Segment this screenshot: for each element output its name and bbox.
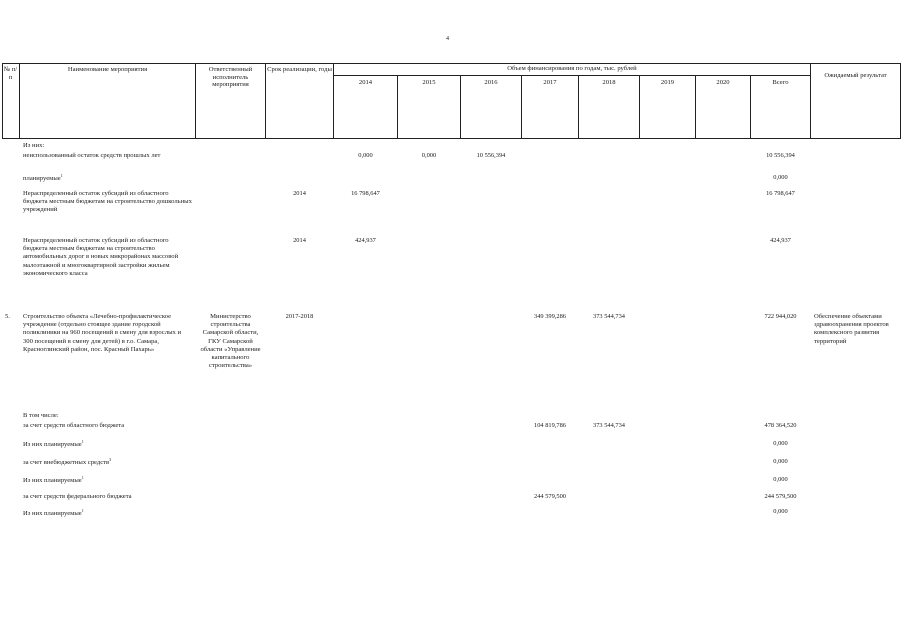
cell-value: 0,000 [358, 152, 373, 159]
footnote-mark: 1 [81, 438, 84, 444]
cell-value: 16 798,647 [351, 190, 380, 197]
cell-value: 244 579,500 [764, 493, 797, 500]
header-no: № п/п [3, 66, 18, 81]
row-label [23, 438, 84, 449]
header-year-2014: 2014 [358, 79, 373, 86]
row-number: 5. [5, 313, 10, 320]
header-result: Ожидаемый результат [824, 72, 887, 79]
row-label-text: Из них планируемые [23, 510, 82, 517]
header-term: Срок реализации, годы [267, 66, 332, 73]
cell-executor: Министерство строительства Самарской области, ГКУ Самарской области «Управление капитального строительства» [200, 313, 261, 370]
cell-value: 244 579,500 [534, 493, 566, 500]
row-label [23, 172, 63, 183]
footnote-mark: 3 [109, 456, 112, 462]
row-label: Нераспределенный остаток субсидий из областного бюджета местным бюджетам на строительство автомобильных дорог в новых микрорайонах массовой малоэтажной и многоквартирной застройки жильем экономического класса [23, 237, 179, 277]
cell-value: 722 944,020 [764, 313, 797, 320]
cell-value: 0,000 [773, 476, 788, 483]
cell-value: 0,000 [773, 440, 788, 447]
header-funding: Объем финансирования по годам, тыс. рублей [507, 65, 637, 72]
footnote-mark: 1 [60, 172, 63, 178]
header-year-2020: 2020 [716, 79, 730, 86]
row-label-text: планируемые [23, 175, 61, 182]
cell-value: 0,000 [421, 152, 437, 159]
header-year-2019: 2019 [660, 79, 675, 86]
header-executor: Ответственный исполнитель мероприятия [208, 66, 253, 89]
row-label-text: Из них планируемые [23, 441, 82, 448]
col-line [265, 63, 266, 138]
header-year-2017: 2017 [543, 79, 557, 86]
row-label: за счет средств федерального бюджета [23, 493, 132, 500]
row-label [23, 507, 84, 518]
header-year-2016: 2016 [484, 79, 498, 86]
row-label: В том числе: [23, 412, 59, 419]
footnote-mark: 1 [81, 507, 84, 513]
cell-term: 2014 [293, 190, 306, 197]
page-number: 4 [446, 36, 449, 42]
header-name: Наименование мероприятия [67, 66, 148, 73]
row-label-text: за счет внебюджетных средств [23, 459, 110, 466]
row-label: Из них: [23, 142, 45, 149]
row-label [23, 456, 112, 467]
cell-value: 10 556,394 [766, 152, 795, 159]
col-line [900, 63, 901, 138]
cell-value: 0,000 [773, 174, 788, 181]
row-label-text: Из них планируемые [23, 477, 82, 484]
col-line [195, 63, 196, 138]
cell-value: 424,937 [355, 237, 376, 244]
row-label: Нераспределенный остаток субсидий из областного бюджета местным бюджетам на строительство дошкольных учреждений [23, 190, 192, 214]
header-bottom-rule [2, 138, 901, 139]
row-label: Строительство объекта «Лечебно-профилактическое учреждение (отдельно стоящее здание городской поликлиники на 960 посещений в смену для взрослых и 300 посещений в смену для детей) в г.о. Самара, Красноглинский район, пос. Красный Пахарь» [23, 313, 182, 353]
row-label [23, 474, 84, 485]
header-year-2015: 2015 [422, 79, 436, 86]
cell-value: 104 819,786 [534, 422, 566, 429]
header-year-2018: 2018 [602, 79, 616, 86]
cell-value: 10 556,394 [476, 152, 506, 159]
cell-value: 0,000 [773, 458, 788, 465]
header-mid-rule [333, 75, 810, 76]
cell-value: 373 544,734 [593, 422, 625, 429]
cell-result: Обеспечение объектами здравоохранения проектов комплексного развития территорий [814, 313, 889, 345]
footnote-mark: 1 [81, 474, 84, 480]
cell-value: 373 544,734 [593, 313, 625, 320]
header-total: Всего [772, 79, 789, 86]
cell-value: 349 399,286 [534, 313, 566, 320]
col-line [19, 63, 20, 138]
cell-value: 16 798,647 [766, 190, 795, 197]
cell-value: 0,000 [773, 508, 788, 515]
cell-value: 424,937 [770, 237, 791, 244]
col-line [333, 63, 334, 138]
header-top-rule [2, 63, 901, 64]
row-label: неиспользованный остаток средств прошлых лет [23, 152, 161, 159]
row-label: за счет средств областного бюджета [23, 422, 125, 429]
cell-term: 2014 [293, 237, 306, 244]
cell-term: 2017-2018 [285, 313, 314, 320]
cell-value: 478 364,520 [764, 422, 797, 429]
